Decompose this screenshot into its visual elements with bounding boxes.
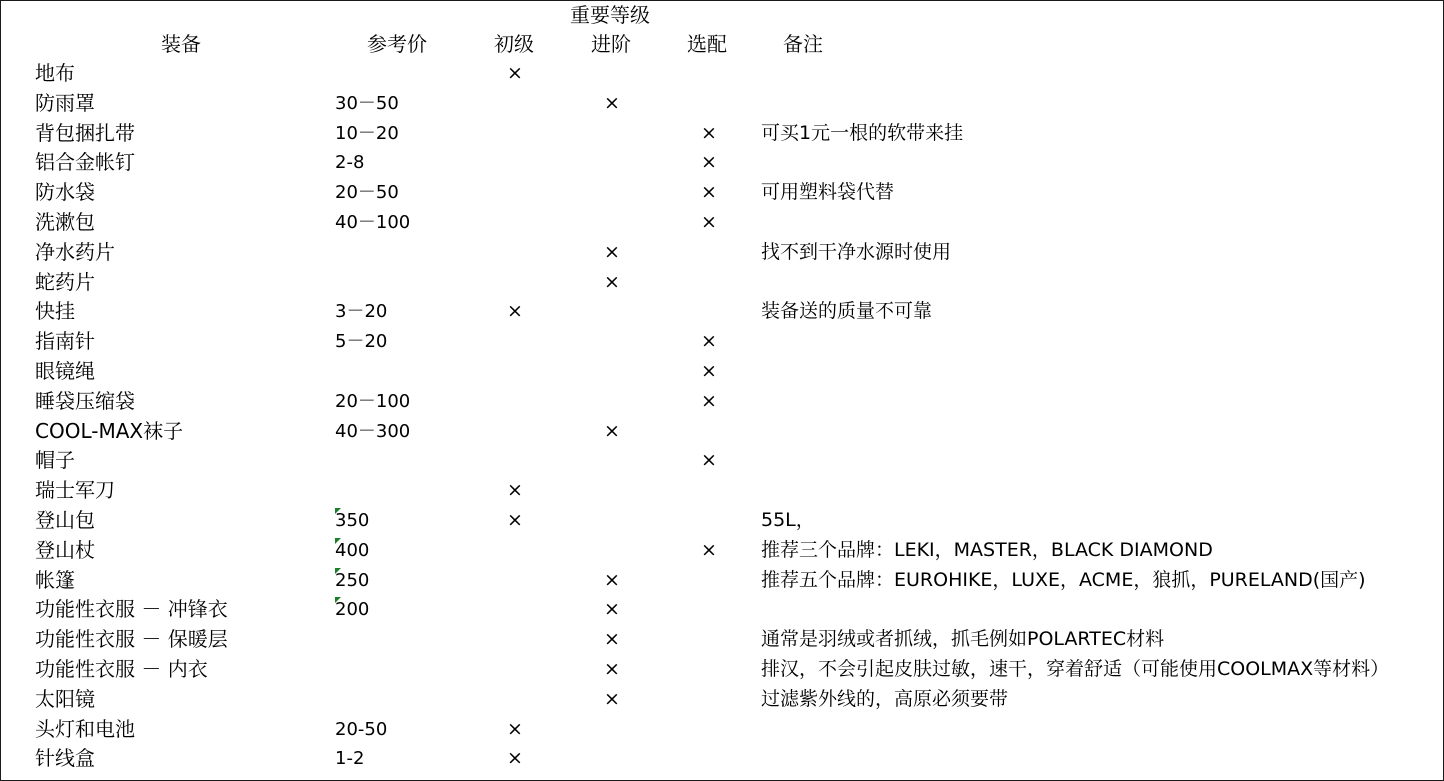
item-note: 55L，: [761, 508, 815, 531]
table-row: [1, 685, 1443, 715]
level-optional-mark: ×: [701, 330, 717, 353]
table-row: [1, 595, 1443, 625]
table-row: [1, 327, 1443, 357]
item-price: 20-50: [335, 718, 388, 740]
item-name: 登山包: [35, 507, 95, 532]
level-advanced-mark: ×: [604, 91, 620, 114]
level-optional-mark: ×: [701, 151, 717, 174]
item-name: 睡袋压缩袋: [35, 388, 135, 413]
table-row: [1, 446, 1443, 476]
item-note: 装备送的质量不可靠: [761, 300, 933, 323]
level-beginner-mark: ×: [507, 479, 523, 502]
item-name: 地布: [35, 61, 75, 85]
level-advanced-mark: ×: [604, 419, 620, 442]
item-note: 找不到干净水源时使用: [761, 240, 952, 263]
item-price: 3－20: [335, 301, 388, 323]
level-optional-mark: ×: [701, 121, 717, 144]
table-row: [1, 625, 1443, 655]
item-price: 10－20: [335, 122, 399, 144]
item-price: 200: [335, 599, 370, 621]
item-price: 250: [335, 569, 370, 591]
item-name: 快挂: [35, 299, 75, 324]
item-name: 针线盒: [35, 746, 95, 771]
item-price: 40－100: [335, 211, 411, 233]
item-name: 太阳镜: [35, 686, 95, 711]
level-optional-mark: ×: [701, 449, 717, 472]
item-name: 蛇药片: [35, 269, 95, 294]
level-optional-mark: ×: [701, 359, 717, 382]
table-row: [1, 208, 1443, 238]
table-row: [1, 238, 1443, 268]
level-advanced-mark: ×: [604, 628, 620, 651]
table-row: [1, 536, 1443, 566]
level-advanced-mark: ×: [604, 687, 620, 710]
table-row: [1, 417, 1443, 447]
item-note: 可买1元一根的软带来挂: [761, 121, 964, 144]
item-price: 1-2: [335, 748, 365, 770]
level-advanced-mark: ×: [604, 240, 620, 263]
item-name: 防雨罩: [35, 90, 95, 115]
item-name: 帐篷: [35, 567, 75, 592]
item-name: 洗漱包: [35, 209, 95, 234]
table-row: [1, 715, 1443, 745]
item-name: 功能性衣服 － 内衣: [35, 656, 208, 681]
item-price: 20－100: [335, 390, 411, 412]
item-price: 40－300: [335, 420, 411, 442]
table-row: [1, 297, 1443, 327]
table-row: [1, 89, 1443, 119]
item-name: 登山杖: [35, 537, 95, 562]
header-notes: 备注: [783, 32, 823, 56]
item-note: 可用塑料袋代替: [761, 181, 895, 204]
header-beginner: 初级: [494, 32, 534, 56]
item-note: 过滤紫外线的，高原必须要带: [761, 687, 1009, 710]
item-name: 指南针: [35, 329, 95, 354]
level-advanced-mark: ×: [604, 568, 620, 591]
table-row: [1, 148, 1443, 178]
item-price: 5－20: [335, 331, 388, 353]
level-beginner-mark: ×: [507, 300, 523, 323]
item-name: 背包捆扎带: [35, 120, 135, 145]
table-row: [1, 268, 1443, 298]
header-advanced: 进阶: [591, 32, 631, 56]
level-beginner-mark: ×: [507, 747, 523, 770]
equipment-table-body: [1, 59, 1443, 774]
table-row: [1, 59, 1443, 89]
header-importance-group: 重要等级: [570, 3, 650, 27]
item-price: 30－50: [335, 92, 399, 114]
level-advanced-mark: ×: [604, 657, 620, 680]
level-optional-mark: ×: [701, 538, 717, 561]
level-beginner-mark: ×: [507, 62, 523, 84]
table-row: [1, 357, 1443, 387]
item-name: 功能性衣服 － 冲锋衣: [35, 597, 228, 622]
item-note: 通常是羽绒或者抓绒，抓毛例如POLARTEC材料: [761, 628, 1165, 651]
table-row: [1, 655, 1443, 685]
item-name: 防水袋: [35, 180, 95, 205]
level-advanced-mark: ×: [604, 598, 620, 621]
item-name: 铝合金帐钉: [35, 150, 135, 175]
item-note: 排汉，不会引起皮肤过敏，速干，穿着舒适（可能使用COOLMAX等材料）: [761, 657, 1390, 680]
item-note: 推荐三个品牌：LEKI，MASTER，BLACK DIAMOND: [761, 538, 1213, 561]
level-optional-mark: ×: [701, 210, 717, 233]
header-equipment: 装备: [161, 32, 201, 56]
table-row: [1, 119, 1443, 149]
table-row: [1, 744, 1443, 774]
item-note: 推荐五个品牌：EUROHIKE，LUXE，ACME，狼抓，PURELAND(国产): [761, 568, 1366, 591]
header-optional: 选配: [687, 32, 727, 56]
table-row: [1, 178, 1443, 208]
level-advanced-mark: ×: [604, 270, 620, 293]
item-price: 2-8: [335, 152, 365, 174]
table-row: [1, 506, 1443, 536]
item-name: 瑞士军刀: [35, 478, 115, 503]
item-price: 350: [335, 509, 370, 531]
level-optional-mark: ×: [701, 389, 717, 412]
item-price: 20－50: [335, 182, 399, 204]
table-row: [1, 566, 1443, 596]
item-name: 净水药片: [35, 239, 115, 264]
level-beginner-mark: ×: [507, 717, 523, 740]
table-row: [1, 387, 1443, 417]
item-name: 帽子: [35, 448, 75, 473]
item-name: 功能性衣服 － 保暖层: [35, 627, 228, 652]
item-name: COOL-MAX袜子: [35, 418, 184, 443]
item-name: 眼镜绳: [35, 358, 95, 383]
level-beginner-mark: ×: [507, 508, 523, 531]
item-name: 头灯和电池: [35, 716, 135, 741]
item-price: 400: [335, 539, 370, 561]
level-optional-mark: ×: [701, 181, 717, 204]
header-reference-price: 参考价: [367, 32, 427, 56]
table-row: [1, 476, 1443, 506]
